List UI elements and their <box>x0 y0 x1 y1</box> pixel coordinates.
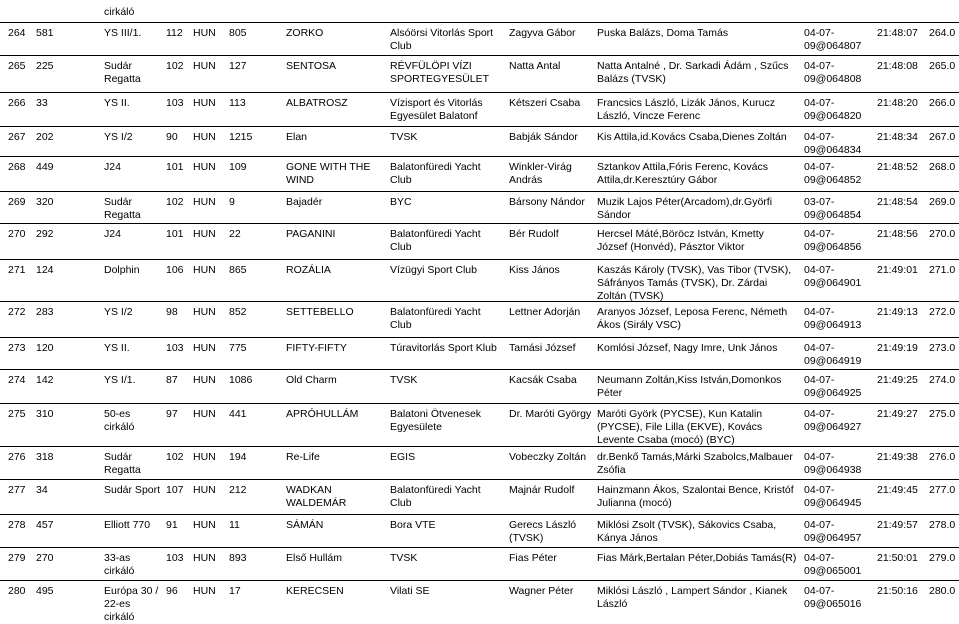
cell-skipper: Gerecs László (TVSK) <box>509 519 577 544</box>
cell-crew: Miklósi Zsolt (TVSK), Sákovics Csaba, Kánya János <box>597 519 777 544</box>
cell-place: 265 <box>8 60 26 72</box>
cell-boat-class: J24 <box>104 228 121 240</box>
cell-reg: 9 <box>229 196 235 208</box>
cell-nation: HUN <box>193 228 216 240</box>
cell-club: Alsóörsi Vitorlás Sport Club <box>390 27 494 52</box>
cell-reg: 1215 <box>229 131 253 143</box>
cell-boat-class: YS III/1. <box>104 27 142 39</box>
cell-place: 268 <box>8 161 26 173</box>
table-row <box>0 55 959 92</box>
cell-points: 267.0 <box>929 131 956 143</box>
cell-sail: 283 <box>36 306 54 318</box>
cell-club: Balatonfüredi Yacht Club <box>390 228 481 253</box>
cell-reg: 11 <box>229 519 240 531</box>
cell-nation: HUN <box>193 196 216 208</box>
cell-time: 21:50:01 <box>877 552 918 564</box>
cell-sail: 225 <box>36 60 54 72</box>
cell-crew: Hainzmann Ákos, Szalontai Bence, Kristóf Julianna (mocó) <box>597 484 794 509</box>
cell-boat-name: Első Hullám <box>286 552 343 564</box>
cell-place: 264 <box>8 27 26 39</box>
cell-code: 04-07-09@064807 <box>804 27 862 52</box>
cell-boat-name: FIFTY-FIFTY <box>286 342 347 354</box>
cell-time: 21:48:08 <box>877 60 918 72</box>
cell-place: 272 <box>8 306 26 318</box>
cell-reg: 1086 <box>229 374 253 386</box>
cell-nation: HUN <box>193 306 216 318</box>
cell-code: 04-07-09@064913 <box>804 306 862 331</box>
cell-crew: Muzik Lajos Péter(Arcadom),dr.Györfi Sándor <box>597 196 773 221</box>
cell-boat-class: Európa 30 / 22-es cirkáló <box>104 585 159 623</box>
cell-points: 280.0 <box>929 585 956 597</box>
cell-place: 276 <box>8 451 26 463</box>
cell-nation: HUN <box>193 131 216 143</box>
cell-crew: Natta Antalné , Dr. Sarkadi Ádám , Szűcs Balázs (TVSK) <box>597 60 789 85</box>
cell-boat-name: KERECSEN <box>286 585 344 597</box>
cell-time: 21:49:38 <box>877 451 918 463</box>
cell-place: 271 <box>8 264 26 276</box>
cell-yardstick: 87 <box>166 374 178 386</box>
cell-boat-class: Dolphin <box>104 264 140 276</box>
cell-nation: HUN <box>193 552 216 564</box>
cell-sail: 120 <box>36 342 54 354</box>
boat-class-fragment: cirkáló <box>104 6 135 18</box>
cell-yardstick: 106 <box>166 264 184 276</box>
cell-yardstick: 102 <box>166 196 184 208</box>
cell-boat-class: YS II. <box>104 97 130 109</box>
cell-code: 04-07-09@064945 <box>804 484 862 509</box>
cell-boat-class: 50-es cirkáló <box>104 408 135 433</box>
cell-sail: 124 <box>36 264 54 276</box>
cell-sail: 310 <box>36 408 54 420</box>
cell-time: 21:50:16 <box>877 585 918 597</box>
cell-points: 264.0 <box>929 27 956 39</box>
cell-sail: 292 <box>36 228 54 240</box>
cell-crew: Kis Attila,id.Kovács Csaba,Dienes Zoltán <box>597 131 787 143</box>
cell-points: 271.0 <box>929 264 956 276</box>
cell-sail: 270 <box>36 552 54 564</box>
cell-crew: Maróti Györk (PYCSE), Kun Katalin (PYCSE), File Lilla (EKVE), Kovács Levente Csaba (mocó) (BYC) <box>597 408 763 446</box>
table-row <box>0 92 959 126</box>
cell-code: 04-07-09@064834 <box>804 131 862 156</box>
table-row <box>0 191 959 223</box>
cell-place: 267 <box>8 131 26 143</box>
cell-nation: HUN <box>193 97 216 109</box>
table-row <box>0 514 959 547</box>
table-row <box>0 156 959 191</box>
table-row <box>0 259 959 301</box>
cell-yardstick: 91 <box>166 519 178 531</box>
cell-boat-class: YS I/2 <box>104 306 133 318</box>
cell-place: 278 <box>8 519 26 531</box>
cell-sail: 202 <box>36 131 54 143</box>
cell-code: 04-07-09@064957 <box>804 519 862 544</box>
table-row <box>0 22 959 55</box>
cell-club: TVSK <box>390 131 418 143</box>
cell-code: 04-07-09@064927 <box>804 408 862 433</box>
cell-boat-name: WADKAN WALDEMÁR <box>286 484 347 509</box>
cell-yardstick: 103 <box>166 97 184 109</box>
cell-skipper: Tamási József <box>509 342 576 354</box>
cell-sail: 449 <box>36 161 54 173</box>
cell-nation: HUN <box>193 519 216 531</box>
cell-time: 21:49:19 <box>877 342 918 354</box>
cell-reg: 127 <box>229 60 247 72</box>
cell-time: 21:48:34 <box>877 131 918 143</box>
table-row <box>0 547 959 580</box>
cell-reg: 113 <box>229 97 246 109</box>
cell-crew: Puska Balázs, Doma Tamás <box>597 27 729 39</box>
cell-sail: 581 <box>36 27 54 39</box>
cell-points: 278.0 <box>929 519 956 531</box>
cell-boat-name: Old Charm <box>286 374 337 386</box>
cell-time: 21:49:45 <box>877 484 918 496</box>
cell-reg: 805 <box>229 27 247 39</box>
cell-boat-class: Sudár Regatta <box>104 451 141 476</box>
cell-sail: 320 <box>36 196 54 208</box>
cell-boat-name: Elan <box>286 131 308 143</box>
cell-club: Balatonfüredi Yacht Club <box>390 161 481 186</box>
cell-yardstick: 98 <box>166 306 178 318</box>
cell-club: Vilati SE <box>390 585 430 597</box>
cell-boat-name: SÁMÁN <box>286 519 324 531</box>
cell-code: 04-07-09@065001 <box>804 552 862 577</box>
cell-boat-name: ALBATROSZ <box>286 97 348 109</box>
cell-skipper: Kiss János <box>509 264 560 276</box>
cell-place: 279 <box>8 552 26 564</box>
cell-place: 269 <box>8 196 26 208</box>
cell-code: 04-07-09@064856 <box>804 228 862 253</box>
cell-boat-name: Bajadér <box>286 196 323 208</box>
cell-nation: HUN <box>193 60 216 72</box>
cell-skipper: Vobeczky Zoltán <box>509 451 587 463</box>
table-row <box>0 126 959 156</box>
cell-place: 273 <box>8 342 26 354</box>
cell-reg: 441 <box>229 408 247 420</box>
table-row <box>0 369 959 403</box>
cell-nation: HUN <box>193 484 216 496</box>
cell-points: 269.0 <box>929 196 956 208</box>
cell-club: Vízisport és Vitorlás Egyesület Balatonf <box>390 97 483 122</box>
cell-boat-name: PAGANINI <box>286 228 336 240</box>
cell-reg: 852 <box>229 306 247 318</box>
cell-nation: HUN <box>193 374 216 386</box>
cell-time: 21:49:57 <box>877 519 918 531</box>
cell-points: 268.0 <box>929 161 956 173</box>
cell-place: 274 <box>8 374 26 386</box>
cell-nation: HUN <box>193 408 216 420</box>
cell-boat-name: GONE WITH THE WIND <box>286 161 371 186</box>
cell-boat-name: SETTEBELLO <box>286 306 354 318</box>
cell-skipper: Dr. Maróti György <box>509 408 592 420</box>
cell-skipper: Kétszeri Csaba <box>509 97 581 109</box>
cell-boat-class: Sudár Regatta <box>104 196 141 221</box>
cell-yardstick: 101 <box>166 228 184 240</box>
cell-club: Bora VTE <box>390 519 436 531</box>
cell-place: 266 <box>8 97 26 109</box>
cell-reg: 893 <box>229 552 247 564</box>
cell-boat-name: SENTOSA <box>286 60 336 72</box>
cell-points: 277.0 <box>929 484 956 496</box>
cell-sail: 318 <box>36 451 54 463</box>
cell-points: 272.0 <box>929 306 956 318</box>
cell-yardstick: 112 <box>166 27 183 39</box>
cell-nation: HUN <box>193 585 216 597</box>
cell-club: Túravitorlás Sport Klub <box>390 342 497 354</box>
cell-code: 04-07-09@065016 <box>804 585 862 610</box>
cell-code: 04-07-09@064820 <box>804 97 862 122</box>
cell-points: 276.0 <box>929 451 956 463</box>
cell-sail: 142 <box>36 374 54 386</box>
cell-time: 21:48:07 <box>877 27 918 39</box>
cell-reg: 865 <box>229 264 247 276</box>
cell-place: 270 <box>8 228 26 240</box>
cell-club: Balatonfüredi Yacht Club <box>390 306 481 331</box>
cell-reg: 212 <box>229 484 247 496</box>
cell-points: 266.0 <box>929 97 956 109</box>
cell-boat-class: J24 <box>104 161 121 173</box>
cell-reg: 775 <box>229 342 247 354</box>
table-row <box>0 223 959 259</box>
cell-points: 265.0 <box>929 60 956 72</box>
cell-crew: Francsics László, Lizák János, Kurucz László, Vincze Ferenc <box>597 97 775 122</box>
table-row <box>0 446 959 479</box>
table-row <box>0 403 959 446</box>
cell-code: 04-07-09@064901 <box>804 264 862 289</box>
cell-points: 270.0 <box>929 228 956 240</box>
cell-sail: 457 <box>36 519 54 531</box>
cell-club: Balatonfüredi Yacht Club <box>390 484 481 509</box>
cell-boat-class: YS I/2 <box>104 131 133 143</box>
cell-club: Vízügyi Sport Club <box>390 264 477 276</box>
cell-boat-class: YS I/1. <box>104 374 136 386</box>
cell-time: 21:48:20 <box>877 97 918 109</box>
cell-yardstick: 102 <box>166 60 184 72</box>
cell-club: RÉVFÜLÖPI VÍZI SPORTEGYESÜLET <box>390 60 490 85</box>
cell-club: Balatoni Ötvenesek Egyesülete <box>390 408 482 433</box>
cell-place: 275 <box>8 408 26 420</box>
cell-yardstick: 102 <box>166 451 184 463</box>
cell-crew: Fias Márk,Bertalan Péter,Dobiás Tamás(R) <box>597 552 797 564</box>
cell-code: 04-07-09@064919 <box>804 342 862 367</box>
cell-skipper: Wagner Péter <box>509 585 574 597</box>
cell-yardstick: 96 <box>166 585 178 597</box>
cell-crew: Komlósi József, Nagy Imre, Unk János <box>597 342 778 354</box>
cell-yardstick: 90 <box>166 131 178 143</box>
cell-yardstick: 97 <box>166 408 178 420</box>
cell-crew: Kaszás Károly (TVSK), Vas Tibor (TVSK), Sáfrányos Tamás (TVSK), Dr. Zárdai Zoltán (TVSK) <box>597 264 792 302</box>
cell-skipper: Kacsák Csaba <box>509 374 577 386</box>
table-row <box>0 301 959 337</box>
cell-yardstick: 103 <box>166 552 184 564</box>
cell-sail: 34 <box>36 484 48 496</box>
cell-skipper: Bársony Nándor <box>509 196 585 208</box>
cell-code: 03-07-09@064854 <box>804 196 862 221</box>
cell-points: 275.0 <box>929 408 956 420</box>
cell-crew: Neumann Zoltán,Kiss István,Domonkos Péter <box>597 374 782 399</box>
cell-time: 21:48:52 <box>877 161 918 173</box>
cell-time: 21:49:13 <box>877 306 918 318</box>
cell-skipper: Natta Antal <box>509 60 561 72</box>
cell-code: 04-07-09@064925 <box>804 374 862 399</box>
cell-boat-class: Elliott 770 <box>104 519 151 531</box>
cell-reg: 109 <box>229 161 247 173</box>
cell-club: TVSK <box>390 552 418 564</box>
cell-crew: dr.Benkő Tamás,Márki Szabolcs,Malbauer Zsófia <box>597 451 793 476</box>
cell-boat-class: YS II. <box>104 342 130 354</box>
cell-reg: 22 <box>229 228 241 240</box>
cell-yardstick: 107 <box>166 484 184 496</box>
cell-time: 21:49:27 <box>877 408 918 420</box>
cell-boat-name: ZORKO <box>286 27 324 39</box>
cell-code: 04-07-09@064852 <box>804 161 862 186</box>
cell-club: BYC <box>390 196 412 208</box>
cell-skipper: Fias Péter <box>509 552 557 564</box>
cell-skipper: Zagyva Gábor <box>509 27 576 39</box>
cell-time: 21:48:54 <box>877 196 918 208</box>
cell-boat-name: Re-Life <box>286 451 320 463</box>
cell-place: 280 <box>8 585 26 597</box>
table-row <box>0 337 959 369</box>
cell-boat-name: APRÓHULLÁM <box>286 408 359 420</box>
cell-sail: 495 <box>36 585 54 597</box>
cell-crew: Hercsel Máté,Böröcz István, Kmetty József (Honvéd), Pásztor Viktor <box>597 228 764 253</box>
cell-crew: Sztankov Attila,Fóris Ferenc, Kovács Attila,dr.Keresztúry Gábor <box>597 161 768 186</box>
cell-time: 21:49:01 <box>877 264 918 276</box>
cell-skipper: Majnár Rudolf <box>509 484 575 496</box>
cell-skipper: Babják Sándor <box>509 131 578 143</box>
cell-crew: Aranyos József, Leposa Ferenc, Németh Ákos (Sirály VSC) <box>597 306 788 331</box>
cell-reg: 194 <box>229 451 247 463</box>
cell-nation: HUN <box>193 342 216 354</box>
cell-nation: HUN <box>193 161 216 173</box>
cell-boat-class: Sudár Regatta <box>104 60 141 85</box>
cell-nation: HUN <box>193 264 216 276</box>
cell-points: 273.0 <box>929 342 956 354</box>
cell-code: 04-07-09@064938 <box>804 451 862 476</box>
cell-sail: 33 <box>36 97 48 109</box>
top-fragment-row <box>0 0 959 22</box>
cell-club: EGIS <box>390 451 416 463</box>
cell-boat-class: Sudár Sport <box>104 484 161 496</box>
cell-skipper: Winkler-Virág András <box>509 161 572 186</box>
cell-yardstick: 101 <box>166 161 184 173</box>
cell-nation: HUN <box>193 451 216 463</box>
cell-boat-name: ROZÁLIA <box>286 264 331 276</box>
cell-time: 21:49:25 <box>877 374 918 386</box>
table-row <box>0 580 959 623</box>
cell-time: 21:48:56 <box>877 228 918 240</box>
cell-skipper: Bér Rudolf <box>509 228 559 240</box>
cell-place: 277 <box>8 484 26 496</box>
cell-points: 279.0 <box>929 552 956 564</box>
table-row <box>0 479 959 514</box>
cell-boat-class: 33-as cirkáló <box>104 552 135 577</box>
cell-skipper: Lettner Adorján <box>509 306 581 318</box>
cell-points: 274.0 <box>929 374 956 386</box>
cell-code: 04-07-09@064808 <box>804 60 862 85</box>
cell-nation: HUN <box>193 27 216 39</box>
cell-reg: 17 <box>229 585 241 597</box>
cell-club: TVSK <box>390 374 418 386</box>
cell-crew: Miklósi László , Lampert Sándor , Kianek László <box>597 585 788 610</box>
cell-yardstick: 103 <box>166 342 184 354</box>
